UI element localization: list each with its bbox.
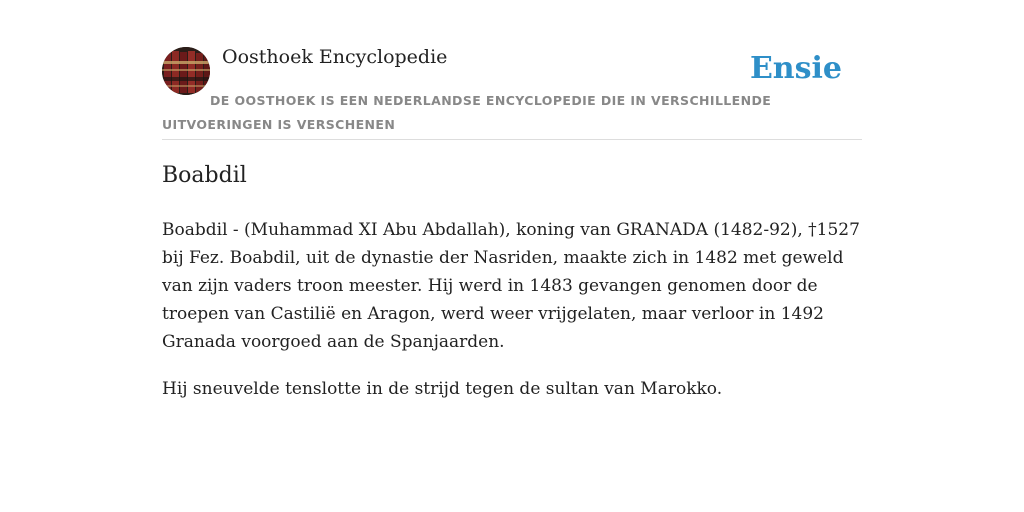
article-paragraph: Hij sneuvelde tenslotte in de strijd tegen de sultan van Marokko. bbox=[162, 379, 723, 399]
encyclopedia-books-icon[interactable] bbox=[162, 47, 210, 95]
site-tagline: DE OOSTHOEK IS EEN NEDERLANDSE ENCYCLOPEDIE DIE IN VERSCHILLENDE UITVOERINGEN IS VERSCHENEN bbox=[162, 93, 772, 132]
page-container bbox=[162, 0, 862, 399]
article-body bbox=[162, 216, 862, 422]
brand-logo-link[interactable]: Ensie bbox=[749, 51, 842, 86]
site-header bbox=[162, 0, 862, 140]
site-name[interactable]: Oosthoek Encyclopedie bbox=[222, 46, 448, 68]
article-paragraph: Boabdil - (Muhammad XI Abu Abdallah), koning van GRANADA (1482-92), †1527 bij Fez. Boabdil, uit de dynastie der Nasriden, maakte zich in 1482 met geweld van zijn vaders troon meester. Hij werd in 1483 gevangen genomen door de troepen van Castilië en Aragon, werd weer vrijgelaten, maar verloor in 1492 Granada voorgoed aan de Spanjaarden. bbox=[162, 220, 860, 352]
article-title: Boabdil bbox=[162, 163, 247, 188]
